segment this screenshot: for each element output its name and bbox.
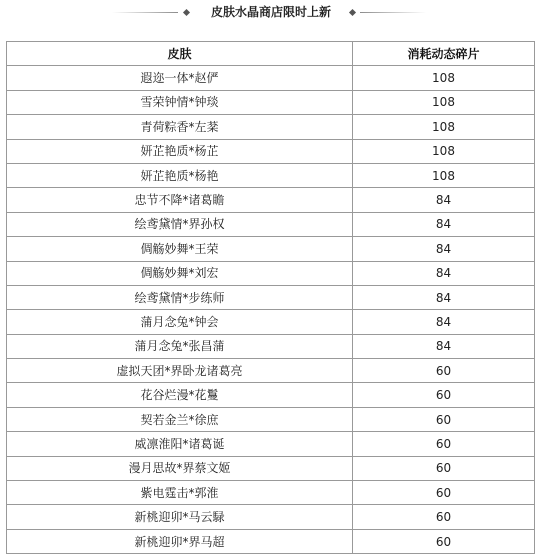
header-divider-right <box>360 12 426 13</box>
skin-name-cell: 妍芷艳质*杨艳 <box>7 163 353 187</box>
table-row <box>7 66 535 90</box>
table-row <box>7 90 535 114</box>
table-row <box>7 334 535 358</box>
skin-name-cell: 虚拟天团*界卧龙诸葛亮 <box>7 359 353 383</box>
table-row <box>7 310 535 334</box>
cost-cell: 60 <box>353 383 535 407</box>
skin-name-cell: 雪荣钟情*钟琰 <box>7 90 353 114</box>
skin-name-cell: 绘鸢黛情*步练师 <box>7 285 353 309</box>
cost-cell: 60 <box>353 456 535 480</box>
skin-name-cell: 青荷粽香*左棻 <box>7 115 353 139</box>
cost-cell: 84 <box>353 310 535 334</box>
skin-name-cell: 漫月思故*界蔡文姬 <box>7 456 353 480</box>
skin-name-cell: 蒲月念兔*张昌蒲 <box>7 334 353 358</box>
skin-name-cell: 遐迩一体*赵俨 <box>7 66 353 90</box>
cost-cell: 108 <box>353 90 535 114</box>
skin-name-cell: 新桃迎卯*马云騄 <box>7 505 353 529</box>
table-row <box>7 359 535 383</box>
column-header-cost: 消耗动态碎片 <box>353 42 535 66</box>
cost-cell: 60 <box>353 529 535 553</box>
page-title: 皮肤水晶商店限时上新 <box>210 5 331 19</box>
table-row <box>7 212 535 236</box>
page-header <box>0 0 542 24</box>
skin-name-cell: 新桃迎卯*界马超 <box>7 529 353 553</box>
table-row <box>7 505 535 529</box>
cost-cell: 60 <box>353 359 535 383</box>
table-row <box>7 261 535 285</box>
cost-cell: 108 <box>353 115 535 139</box>
table-header-row <box>7 42 535 66</box>
skin-name-cell: 忠节不降*诸葛瞻 <box>7 188 353 212</box>
cost-cell: 60 <box>353 432 535 456</box>
cost-cell: 84 <box>353 188 535 212</box>
table-row <box>7 383 535 407</box>
table-row <box>7 432 535 456</box>
cost-cell: 108 <box>353 139 535 163</box>
cost-cell: 84 <box>353 285 535 309</box>
cost-cell: 108 <box>353 163 535 187</box>
table-row <box>7 163 535 187</box>
cost-cell: 84 <box>353 237 535 261</box>
cost-cell: 108 <box>353 66 535 90</box>
header-divider-left <box>112 12 178 13</box>
table-row <box>7 237 535 261</box>
cost-cell: 60 <box>353 481 535 505</box>
table-row <box>7 456 535 480</box>
table-row <box>7 115 535 139</box>
diamond-icon <box>349 9 356 16</box>
cost-cell: 84 <box>353 334 535 358</box>
cost-cell: 60 <box>353 505 535 529</box>
skin-name-cell: 蒲月念兔*钟会 <box>7 310 353 334</box>
table-row <box>7 139 535 163</box>
table-row <box>7 285 535 309</box>
cost-cell: 60 <box>353 407 535 431</box>
skin-name-cell: 契若金兰*徐庶 <box>7 407 353 431</box>
skin-name-cell: 倜觞妙舞*王荣 <box>7 237 353 261</box>
skin-name-cell: 倜觞妙舞*刘宏 <box>7 261 353 285</box>
diamond-icon <box>183 9 190 16</box>
skin-price-table <box>6 41 535 554</box>
cost-cell: 84 <box>353 261 535 285</box>
table-row <box>7 481 535 505</box>
skin-name-cell: 妍芷艳质*杨芷 <box>7 139 353 163</box>
skin-name-cell: 绘鸢黛情*界孙权 <box>7 212 353 236</box>
skin-name-cell: 威凛淮阳*诸葛诞 <box>7 432 353 456</box>
table-row <box>7 529 535 553</box>
cost-cell: 84 <box>353 212 535 236</box>
skin-name-cell: 花谷烂漫*花鬘 <box>7 383 353 407</box>
table-row <box>7 188 535 212</box>
table-row <box>7 407 535 431</box>
skin-name-cell: 紫电霆击*郭淮 <box>7 481 353 505</box>
column-header-skin: 皮肤 <box>7 42 353 66</box>
